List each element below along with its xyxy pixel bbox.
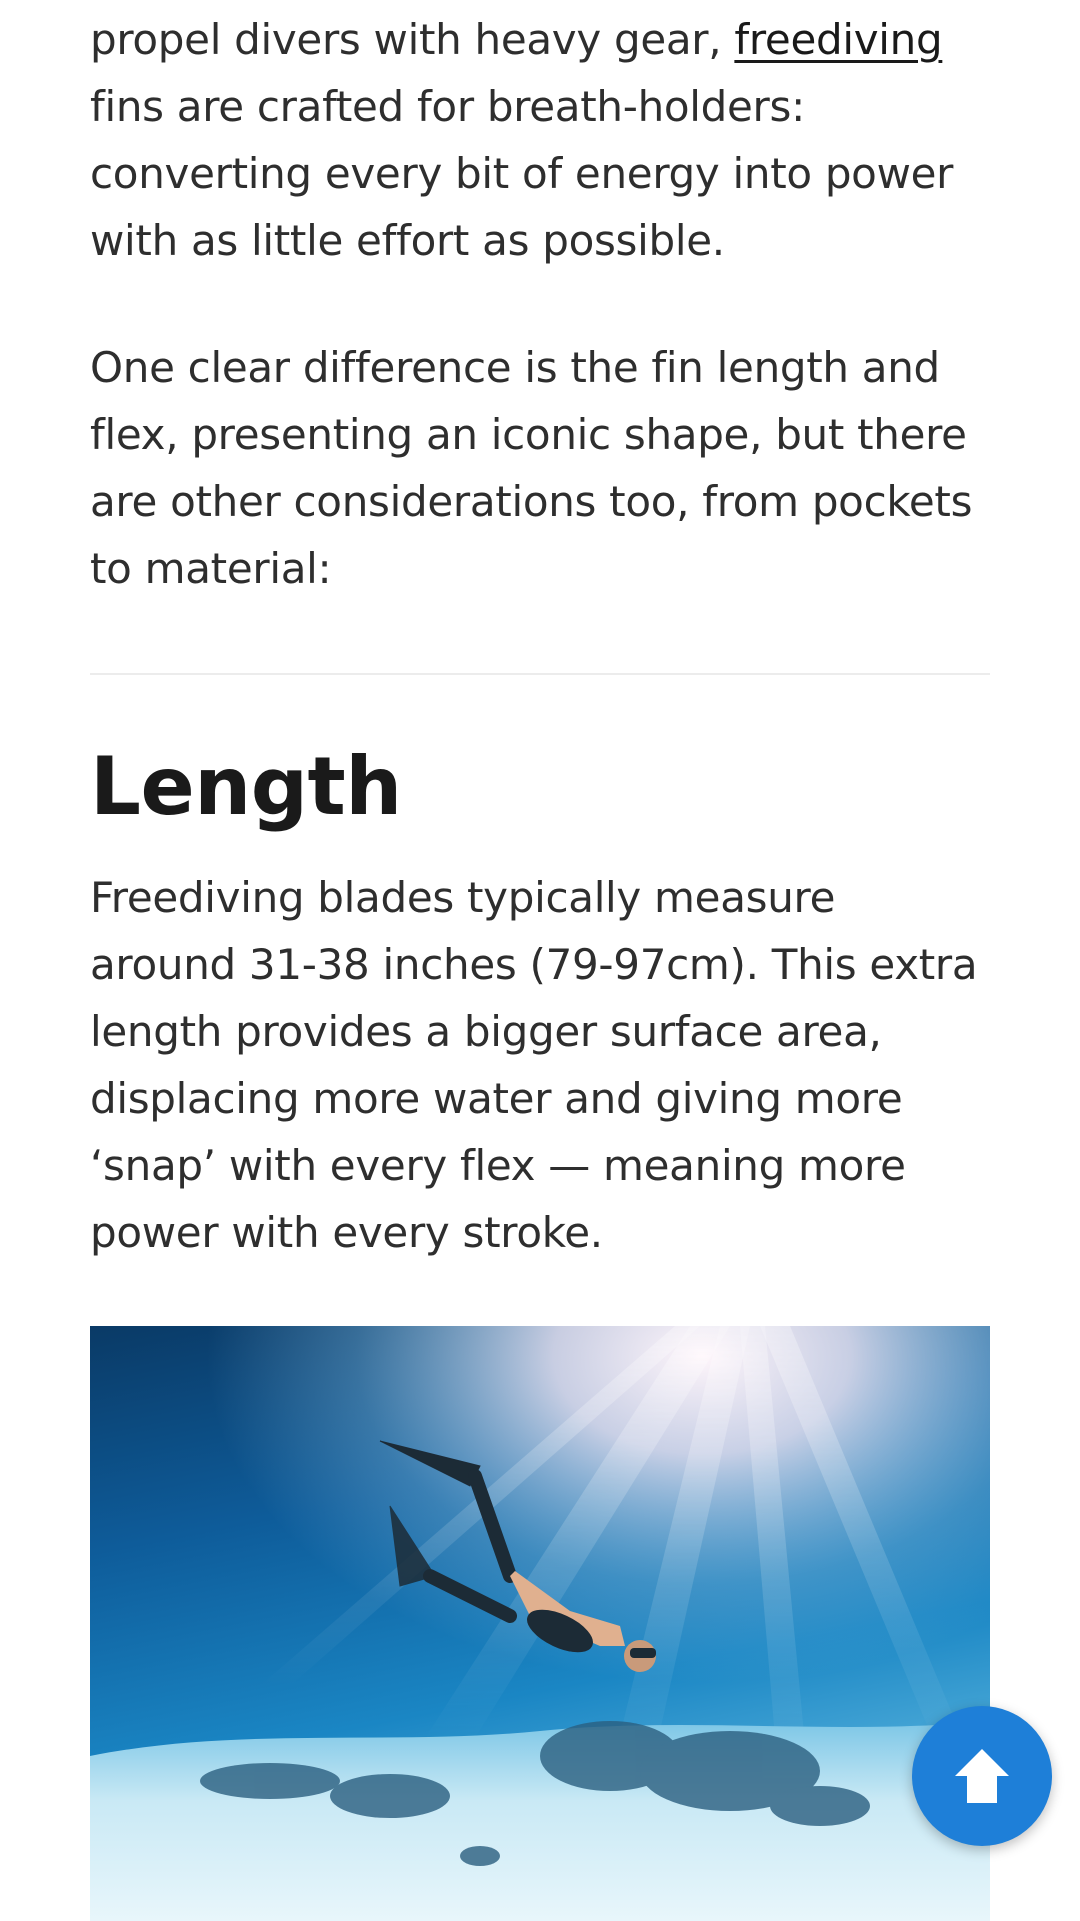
section-divider — [90, 673, 990, 675]
freediving-link[interactable]: freediving — [734, 15, 943, 64]
intro-text-end: fins are crafted for breath-holders: converting every bit of energy into power with as little effort as possible. — [90, 82, 954, 265]
arrow-up-icon — [947, 1741, 1017, 1811]
fin-differences-paragraph: One clear difference is the fin length and flex, presenting an iconic shape, but there are other considerations too, from pockets to material: — [90, 343, 973, 593]
scroll-to-top-button[interactable] — [912, 1706, 1052, 1846]
freediver-underwater-image — [90, 1326, 990, 1921]
length-paragraph: Freediving blades typically measure around 31-38 inches (79-97cm). This extra length provides a bigger surface area, displacing more water and giving more ‘snap’ with every flex — meaning more power with every stroke. — [90, 873, 978, 1257]
intro-paragraph — [90, 6, 990, 274]
intro-text-start: propel divers with heavy gear, — [90, 15, 735, 64]
section-heading-length: Length — [90, 740, 402, 833]
